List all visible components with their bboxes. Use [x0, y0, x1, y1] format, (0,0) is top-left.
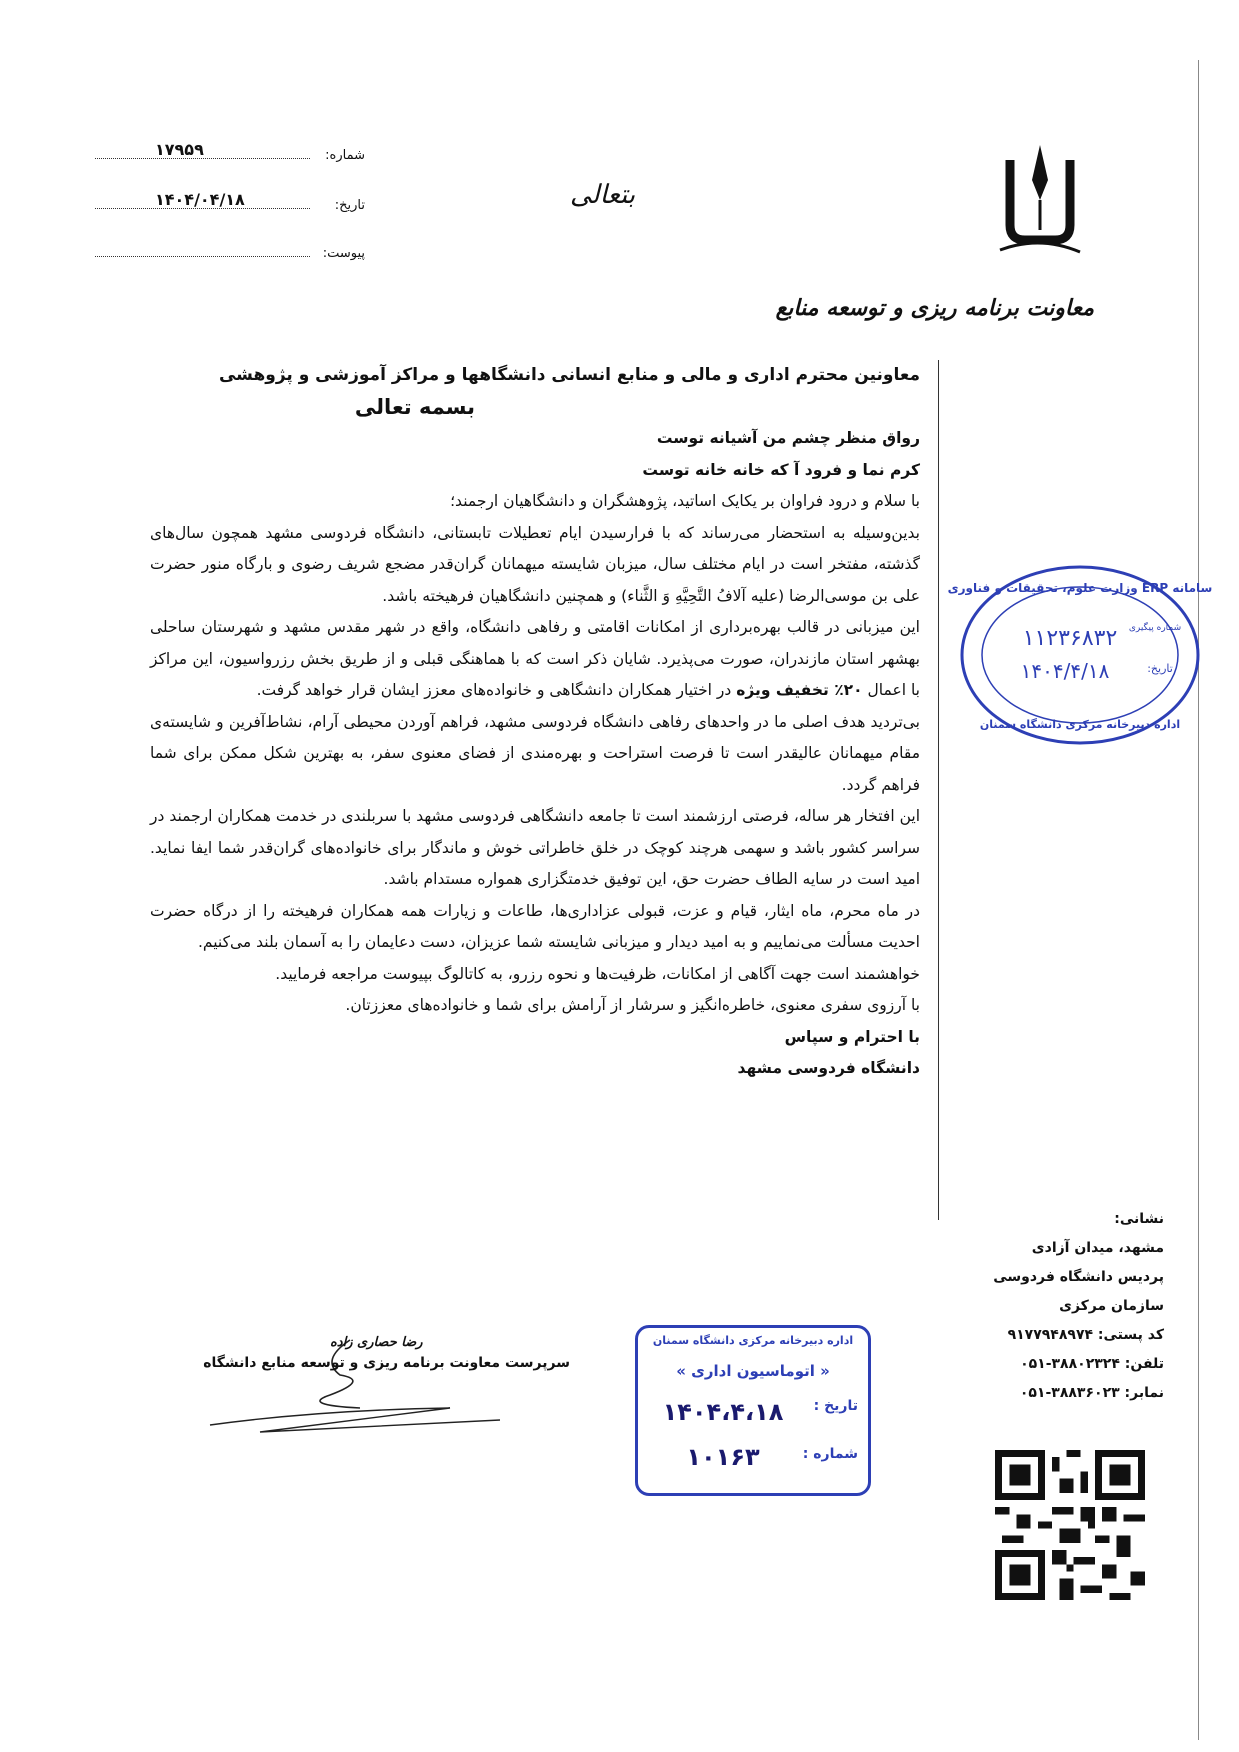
header-bismillah: بتعالی [570, 180, 636, 210]
number-label: شماره: [325, 148, 365, 163]
address-block [939, 1205, 1164, 1408]
verse-line-1: رواق منظر چشم من آشیانه توست [656, 429, 920, 447]
paragraph-5: در ماه محرم، ماه ایثار، قیام و عزت، قبولی عزاداری‌ها، طاعات و زیارات همه همکاران فرهیخته را از درگاه حضرت احدیت مسألت می‌نماییم و به امید دیدار و میزبانی شایسته شما عزیزان، دست دعایمان را به آسمان بلند می‌کنیم. [150, 901, 920, 951]
basmala: بسمه تعالی [354, 394, 476, 419]
vertical-rule [938, 360, 939, 1220]
paragraph-4: این افتخار هر ساله، فرصتی ارزشمند است تا جامعه دانشگاهی فردوسی مشهد با سربلندی در خدمت همکاران ارجمند در سراسر کشور باشد و سهمی هرچند کوچک در خلق خاطراتی خوش و ماندگار برای خانواده‌های گران‌قدر شما ایفا نماید. امید است در سایه الطاف حضرت حق، این توفیق خدمتگزاری همواره مستدام باشد. [150, 807, 920, 888]
fax: نمابر: ۳۸۸۳۶۰۲۳-۰۵۱ [1019, 1385, 1164, 1401]
closing: با احترام و سپاس [784, 1027, 920, 1046]
verse-line-2: کرم نما و فرود آ که خانه خانه توست [642, 460, 920, 479]
date-label: تاریخ: [334, 198, 365, 213]
date-value: ۱۴۰۴/۰۴/۱۸ [155, 190, 245, 209]
discount-highlight: ۲۰٪ تخفیف ویژه [736, 681, 863, 699]
stamp-round-bottom: اداره دبیرخانه مرکزی دانشگاه سمنان [979, 718, 1181, 731]
stamp-rect-date-label: تاریخ : [813, 1398, 858, 1414]
address-line-3: سازمان مرکزی [1059, 1298, 1164, 1314]
signer-title: سرپرست معاونت برنامه ریزی و توسعه منابع دانشگاه [203, 1355, 570, 1371]
stamp-round-date: ۱۴۰۴/۴/۱۸ [1020, 659, 1110, 683]
attachment-dots [95, 256, 310, 257]
paragraph-2-start: این میزبانی در قالب بهره‌برداری از امکانات اقامتی و رفاهی دانشگاه، واقع در شهر مقدس مشهد و شهرستان ساحلی بهشهر استان مازندران، صورت می‌پذیرد. شایان ذکر است که با هماهنگی قبلی و از طریق بخش رزرواسیون، این مراکز با اعمال [150, 618, 920, 699]
qr-code [995, 1450, 1145, 1600]
address-label: نشانی: [1114, 1211, 1164, 1227]
address-line-1: مشهد، میدان آزادی [1031, 1240, 1164, 1256]
number-value: ۱۷۹۵۹ [155, 140, 204, 159]
paragraph-2 [150, 612, 920, 707]
paragraph-6: خواهشمند است جهت آگاهی از امکانات، ظرفیت‌ها و نحوه رزرو، به کاتالوگ بپیوست مراجعه فرمایید. [275, 964, 920, 983]
letter-date-row [95, 190, 365, 220]
university-logo [990, 140, 1090, 260]
page-border [1198, 60, 1199, 1740]
greeting: با سلام و درود فراوان بر یکایک اساتید، پژوهشگران و دانشگاهیان ارجمند؛ [450, 492, 920, 510]
stamp-rect-num: ۱۰۱۶۳ [686, 1443, 760, 1471]
stamp-rect-date: ۱۴۰۴،۴،۱۸ [662, 1398, 784, 1426]
stamp-round-number-label: شماره پیگیری [1128, 623, 1182, 633]
paragraph-2-end: در اختیار همکاران دانشگاهی و خانواده‌های معزز ایشان قرار خواهد گرفت. [256, 681, 732, 699]
stamp-rect-top: اداره دبیرخانه مرکزی دانشگاه سمنان [652, 1334, 854, 1347]
secretariat-stamp [635, 1325, 871, 1496]
postal-code: کد پستی: ۹۱۷۷۹۴۸۹۷۴ [1007, 1327, 1164, 1343]
stamp-round-date-label: تاریخ: [1147, 662, 1173, 675]
letter-number-row [95, 140, 365, 170]
stamp-rect-num-label: شماره : [802, 1446, 858, 1462]
stamp-rect-mid: « اتوماسیون اداری » [676, 1362, 830, 1380]
paragraph-7: با آرزوی سفری معنوی، خاطره‌انگیز و سرشار از آرامش برای شما و خانواده‌های معززتان. [345, 996, 920, 1014]
department-name: معاونت برنامه ریزی و توسعه منابع [775, 295, 1094, 321]
letter-body [150, 360, 920, 1085]
paragraph-3: بی‌تردید هدف اصلی ما در واحدهای رفاهی دانشگاه فردوسی مشهد، فراهم آوردن محیطی آرام، نشاط‌آفرین و شایسته‌ی مقام میهمانان عالیقدر است تا فرصت استراحت و بهره‌مندی از فضای معنوی سفر، به بهترین شکل ممکن برای شما فراهم گردد. [150, 712, 920, 794]
stamp-round-top: سامانه ERP وزارت علوم، تحقیقات و فناوری [947, 581, 1213, 595]
paragraph-1: بدین‌وسیله به استحضار می‌رساند که با فرارسیدن ایام تعطیلات تابستانی، دانشگاه فردوسی مشهد همچون سال‌های گذشته، مفتخر است در ایام مختلف سال، میزبان شایسته میهمانان گران‌قدر مضجع شریف رضوی و بارگاه منور حضرت علی بن موسی‌الرضا (علیه آلافُ التَّحِیَّهِ وَ الثَّناء) و همچنین دانشگاهیان فرهیخته باشد. [150, 523, 920, 605]
recipient: معاونین محترم اداری و مالی و منابع انسانی دانشگاهها و مراکز آموزشی و پژوهشی [218, 365, 920, 385]
letter-attachment-row [95, 238, 365, 268]
attachment-label: پیوست: [322, 246, 365, 261]
erp-round-stamp [947, 560, 1213, 750]
phone: تلفن: ۳۸۸۰۲۳۲۴-۰۵۱ [1020, 1356, 1164, 1372]
sender: دانشگاه فردوسی مشهد [737, 1059, 920, 1077]
signer-name: رضا حصاری زاده [330, 1335, 423, 1350]
stamp-round-number: ۱۱۲۳۶۸۳۲ [1022, 626, 1118, 651]
address-line-2: پردیس دانشگاه فردوسی [993, 1269, 1164, 1285]
